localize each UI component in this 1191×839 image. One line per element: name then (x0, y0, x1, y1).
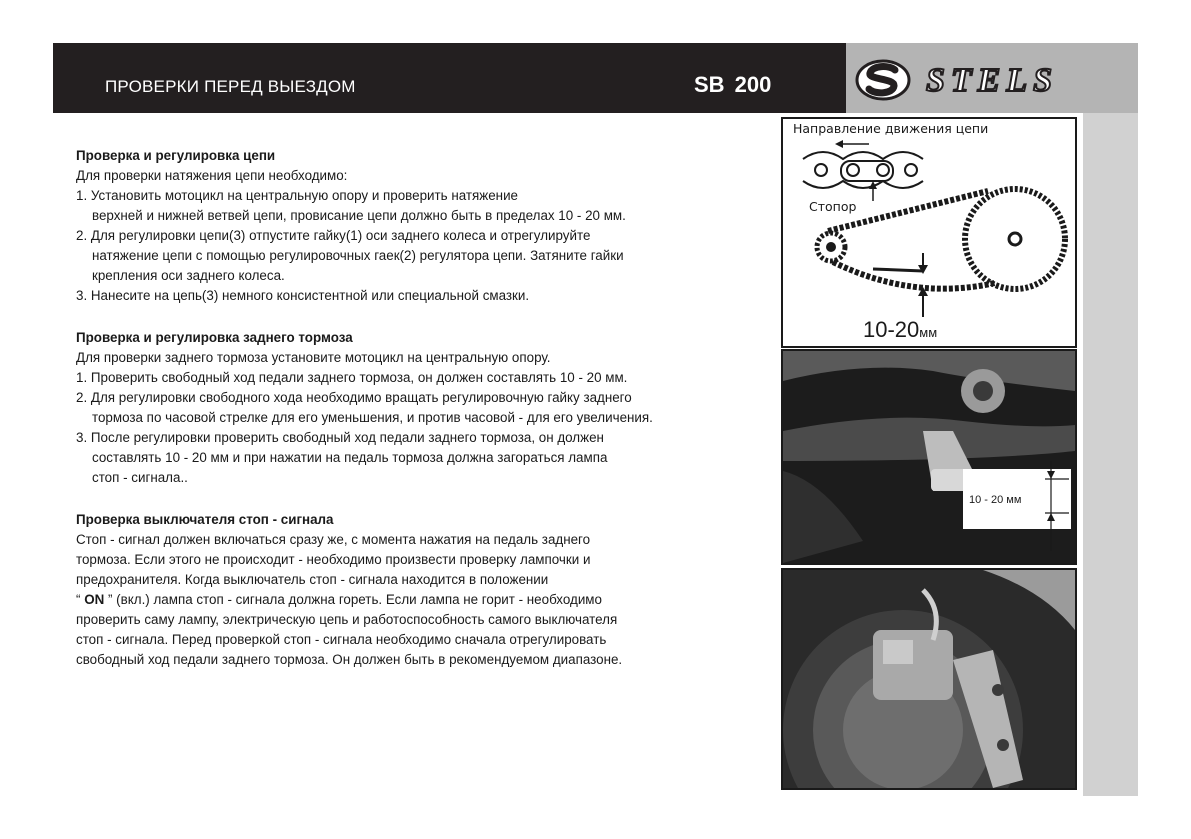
chain-diagram (781, 117, 1077, 348)
chain-intro: Для проверки натяжения цепи необходимо: (76, 168, 348, 183)
brake-pedal-illustration-icon (783, 351, 1075, 563)
sidebar-strip (1083, 113, 1138, 796)
header-model: SB 200 (694, 72, 772, 97)
brake-switch-illustration-icon (783, 570, 1075, 788)
brake-line: 2. Для регулировки свободного хода необходимо вращать регулировочную гайку заднего (76, 390, 632, 405)
chain-slack-label (863, 317, 937, 343)
brake-pedal-photo (781, 349, 1077, 565)
brake-line: составлять 10 - 20 мм и при нажатии на педаль тормоза должна загораться лампа (92, 450, 608, 465)
stop-switch-line: предохранителя. Когда выключатель стоп - сигнала находится в положении (76, 572, 549, 587)
brake-heading: Проверка и регулировка заднего тормоза (76, 330, 353, 345)
chain-illustration-icon (783, 119, 1075, 346)
stopper-label: Стопор (809, 199, 857, 214)
on-line-rest: ” (вкл.) лампа стоп - сигнала должна гореть. Если лампа не горит - необходимо (104, 592, 602, 607)
brake-switch-photo (781, 568, 1077, 790)
stop-switch-line: тормоза. Если этого не происходит - необходимо произвести проверку лампочки и (76, 552, 591, 567)
chain-line: натяжение цепи с помощью регулировочных гаек(2) регулятора цепи. Затяните гайки (92, 248, 624, 263)
text-column (76, 146, 776, 670)
stop-switch-line: свободный ход педали заднего тормоза. Он должен быть в рекомендуемом диапазоне. (76, 652, 623, 667)
brake-line: 3. После регулировки проверить свободный ход педали заднего тормоза, он должен (76, 430, 604, 445)
brake-line: 1. Проверить свободный ход педали заднего тормоза, он должен составлять 10 - 20 мм. (76, 370, 628, 385)
chain-direction-caption: Направление движения цепи (793, 121, 989, 136)
chain-slack-value: 10-20 (863, 317, 920, 342)
header-title: ПРОВЕРКИ ПЕРЕД ВЫЕЗДОМ (105, 77, 356, 96)
chain-line: 1. Установить мотоцикл на центральную опору и проверить натяжение (76, 188, 518, 203)
brake-intro: Для проверки заднего тормоза установите мотоцикл на центральную опору. (76, 350, 551, 365)
chain-line: крепления оси заднего колеса. (92, 268, 285, 283)
pedal-travel-label: 10 - 20 мм (969, 494, 1022, 506)
chain-slack-unit: мм (919, 325, 938, 340)
stop-switch-heading: Проверка выключателя стоп - сигнала (76, 512, 334, 527)
chain-heading: Проверка и регулировка цепи (76, 148, 276, 163)
stels-logo-icon (846, 43, 1138, 113)
stop-switch-line: стоп - сигнала. Перед проверкой стоп - сигнала необходимо сначала отрегулировать (76, 632, 607, 647)
stop-switch-line: Стоп - сигнал должен включаться сразу же, с момента нажатия на педаль заднего (76, 532, 591, 547)
on-label: ON (84, 592, 105, 607)
brake-line: тормоза по часовой стрелке для его уменьшения, и против часовой - для его увеличения. (92, 410, 653, 425)
stop-switch-line (76, 590, 776, 610)
brake-line: стоп - сигнала.. (92, 470, 188, 485)
chain-line: верхней и нижней ветвей цепи, провисание цепи должно быть в пределах 10 - 20 мм. (92, 208, 626, 223)
chain-line: 3. Нанесите на цепь(3) немного консистентной или специальной смазки. (76, 288, 530, 303)
chain-line: 2. Для регулировки цепи(3) отпустите гайку(1) оси заднего колеса и отрегулируйте (76, 228, 591, 243)
quote-open: “ (76, 592, 85, 607)
brand-logo (846, 43, 1138, 113)
page-header (53, 43, 846, 113)
stop-switch-line: проверить саму лампу, электрическую цепь и работоспособность самого выключателя (76, 612, 618, 627)
logo-text: STELS (926, 62, 1059, 99)
